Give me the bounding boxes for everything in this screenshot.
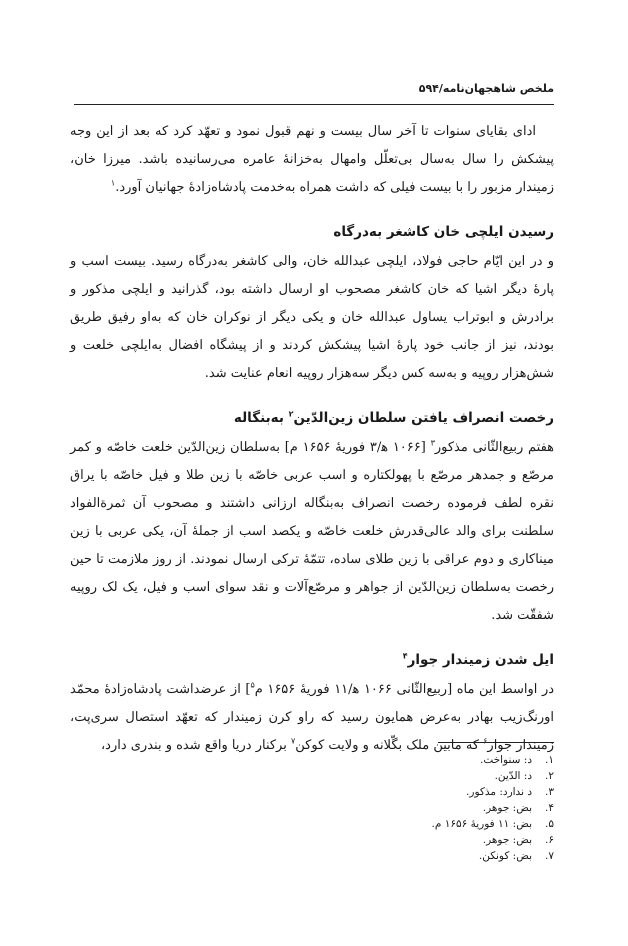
footnote-text: د: الدّین. bbox=[494, 770, 532, 782]
paragraph-4 bbox=[70, 676, 554, 760]
paragraph-3 bbox=[70, 434, 554, 630]
section-heading-2-text: رخصت انصراف یافتن سلطان زین‌الدّین bbox=[293, 410, 554, 426]
section-heading-3 bbox=[70, 646, 554, 674]
paragraph-1-text: ادای بقایای سنوات تا آخر سال بیست و نهم قبول نمود و تعهّد کرد که بعد از این وجه پیشکش را سال به‌سال بی‌تعلّل وامهال به‌خزانهٔ عامره می‌رسانیده باشد. میرزا خان، زمیندار مزبور را با بیست فیلی که داشت همراه به‌خدمت پادشاه‌زادهٔ جهانیان آورد. bbox=[70, 124, 554, 195]
footnote-item bbox=[254, 800, 554, 816]
footnote-text: د ندارد: مذکور. bbox=[466, 786, 532, 798]
footnote-number: ۶. bbox=[545, 834, 554, 846]
footnote-number: ۲. bbox=[545, 770, 554, 782]
footnote-divider bbox=[438, 742, 554, 743]
running-head: ملخص شاهجهان‌نامه/۵۹۴ bbox=[418, 82, 554, 95]
footnote-ref-7: ۷ bbox=[290, 736, 296, 746]
section-heading-1 bbox=[70, 218, 554, 246]
section-heading-1-text: رسیدن ایلچی خان کاشغر به‌درگاه bbox=[333, 224, 554, 240]
footnote-text: بض: جوهر. bbox=[482, 834, 532, 846]
footnote-item bbox=[254, 768, 554, 784]
footnote-ref-2: ۲ bbox=[288, 409, 294, 419]
paragraph-2: و در این ایّام حاجی فولاد، ایلچی عبدالله خان، والی کاشغر به‌درگاه رسید. بیست اسب و پارهٔ دیگر اشیا که خان کاشغر مصحوب او ارسال داشته بود، گذرانید و ایلچی مذکور و برادرش و ابوتراب یساول عبدالله خان و یکی دیگر از نوکران خان که به‌او رفیق طریق بودند، نیز از جانب خود پارهٔ اشیا پیشکش کردند و از پیشگاه افضال به‌ایلچی خلعت و شش‌هزار روپیه و به‌سه کس دیگر سه‌هزار روپیه انعام عنایت شد. bbox=[70, 254, 554, 381]
section-heading-2 bbox=[70, 404, 554, 432]
paragraph-3-start: هفتم ربیع‌الثّانی مذکور bbox=[434, 440, 555, 455]
footnote-item bbox=[254, 848, 554, 864]
footnote-ref-4: ۴ bbox=[402, 651, 408, 661]
footnote-text: د: سنواخت. bbox=[480, 754, 532, 766]
paragraph-4-part-c: که مابین ملک بگّلانه و ولایت کوکن bbox=[295, 738, 484, 753]
footnote-number: ۱. bbox=[545, 754, 554, 766]
section-heading-3-text: ایل شدن زمیندار جوار bbox=[407, 652, 554, 668]
footnote-ref-5: ۵ bbox=[250, 680, 255, 690]
footnote-item bbox=[254, 752, 554, 768]
footnote-text: بض: کونکن. bbox=[478, 850, 532, 862]
footnote-item bbox=[254, 816, 554, 832]
paragraph-4-part-a: در اواسط این ماه [ربیع‌الثّانی ۱۰۶۶ ﻫ/۱۱ فوریهٔ ۱۶۵۶ م bbox=[254, 682, 555, 697]
footnote-ref-6: ۶ bbox=[483, 736, 488, 746]
footnote-ref-1: ۱ bbox=[110, 178, 116, 188]
footnote-number: ۷. bbox=[545, 850, 554, 862]
section-heading-2-tail: به‌بنگاله bbox=[233, 410, 289, 426]
footnote-text: بض: ۱۱ فوریهٔ ۱۶۵۶ م. bbox=[431, 818, 532, 830]
paragraph-4-part-d: برکنار دریا واقع شده و بندری دارد، bbox=[100, 738, 291, 753]
header-divider bbox=[74, 104, 554, 105]
footnote-item bbox=[254, 832, 554, 848]
footnote-item bbox=[254, 784, 554, 800]
footnotes-list bbox=[254, 752, 554, 864]
footnote-ref-3: ۳ bbox=[430, 438, 435, 448]
paragraph-3-rest: [۱۰۶۶ ﻫ/۳ فوریهٔ ۱۶۵۶ م] به‌سلطان زین‌الدّین خلعت خاصّه و کمر مرصّع و جمدهر مرصّع با پهولکتاره و اسب عربی خاصّه با زین طلا و فیل خاصّه با یراق نقره لطف فرموده رخصت انصراف به‌بنگاله ارزانی داشتند و مصحوب آن ثمرةالفواد سلطنت برای والد عالی‌قدرش خلعت خاصّه و یکصد اسب از جملهٔ آن، یکی عربی با زین میناکاری و دوم عراقی با زین طلای ساده، تتمّهٔ ترکی ارسال نمودند. از روز ملازمت تا حین رخصت به‌سلطان زین‌الدّین از جواهر و مرصّع‌آلات و نقد سوای اسب و فیل، یک لک روپیه شفقّت شد. bbox=[70, 440, 554, 623]
paragraph-1 bbox=[70, 118, 554, 202]
footnote-text: بض: جوهر. bbox=[482, 802, 532, 814]
footnote-number: ۳. bbox=[545, 786, 554, 798]
footnote-number: ۴. bbox=[545, 802, 554, 814]
paragraph-4-part-b: ] از عرضداشت پادشاه‌زادهٔ محمّد اورنگ‌زیب بهادر به‌عرض همایون رسید که راو کرن زمیندار که تعهّد استصال سری‌پت، زمیندار جوار bbox=[70, 682, 554, 753]
main-text bbox=[70, 118, 554, 760]
footnote-number: ۵. bbox=[545, 818, 554, 830]
